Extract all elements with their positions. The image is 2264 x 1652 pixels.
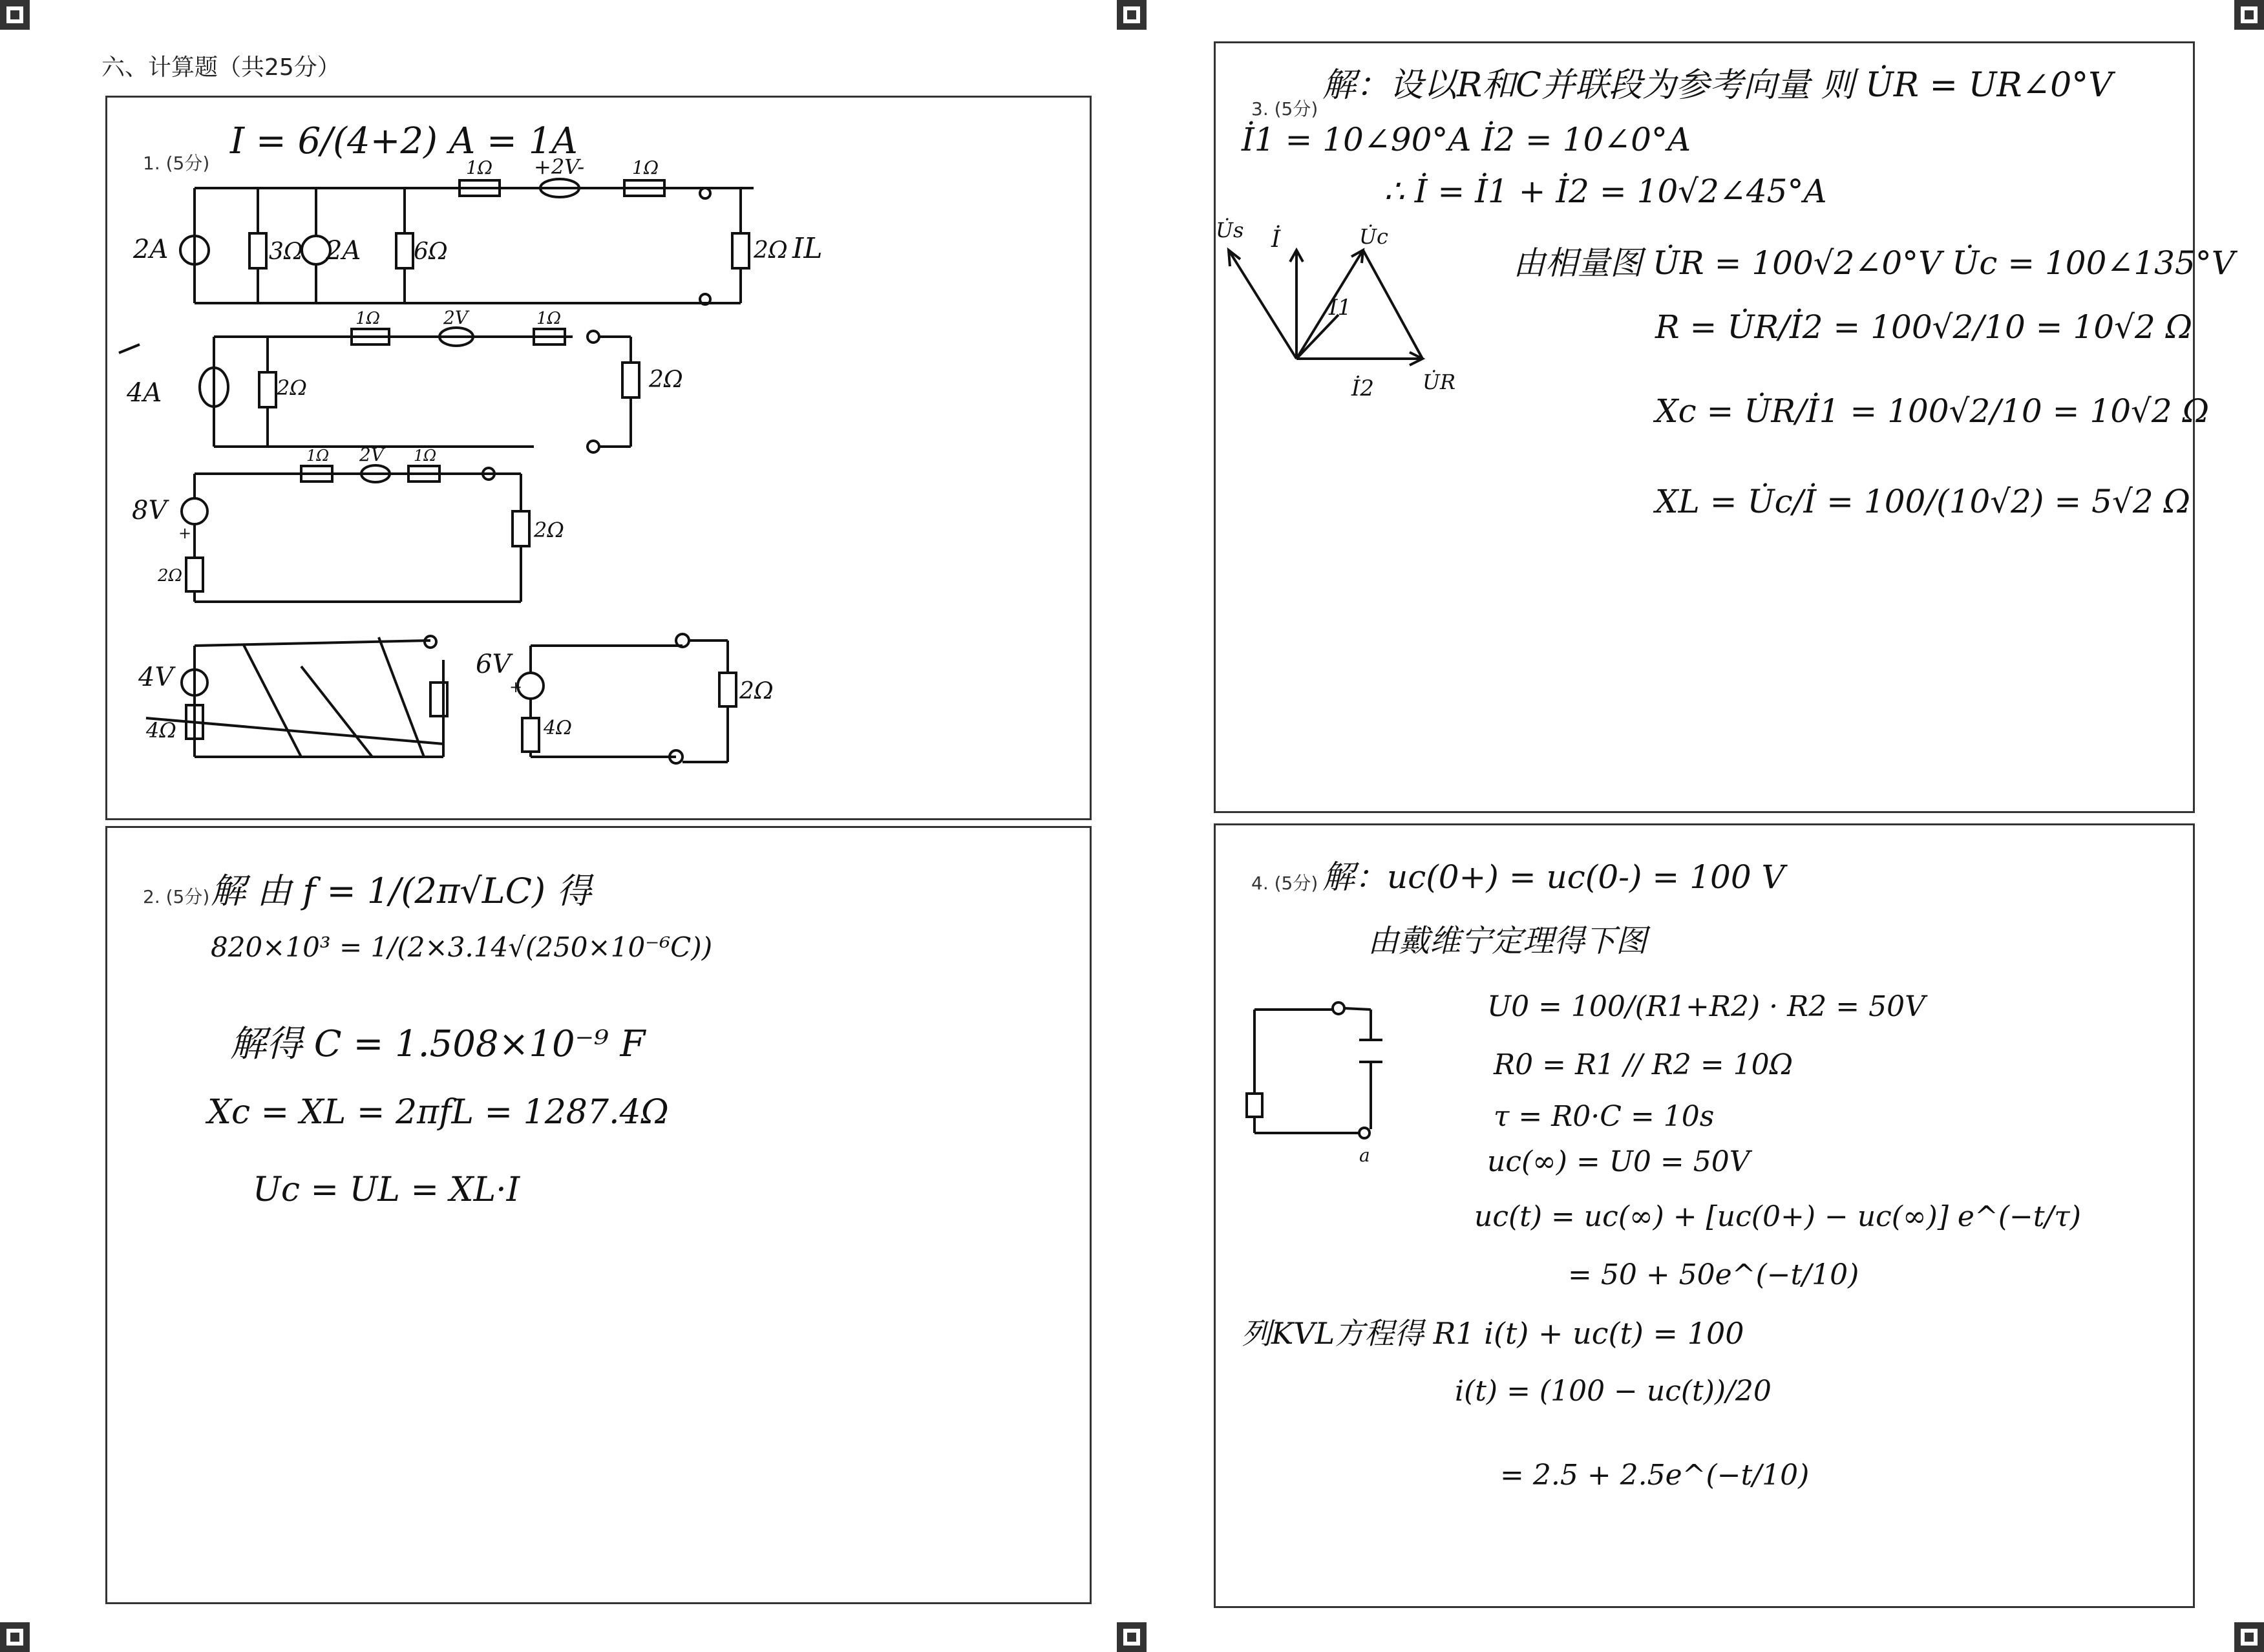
circuit-label: 1Ω [414, 447, 437, 465]
q4-thevenin-circuit [1216, 825, 2193, 1606]
circuit-label: 1Ω [632, 157, 659, 178]
circuit-label: IL [792, 232, 823, 265]
q2-line-5: Uc = UL = XL·I [253, 1170, 520, 1209]
circuit-label: 6V [476, 650, 511, 679]
circuit-label: 2V [359, 444, 385, 465]
circuit-label: + [509, 678, 523, 696]
corner-marker-bottom-right [2234, 1622, 2264, 1652]
q2-line-2: 820×10³ = 1/(2×3.14√(250×10⁻⁶C)) [211, 931, 713, 963]
q4-line-8: = 50 + 50e^(−t/10) [1568, 1258, 1859, 1291]
circuit-label: 6Ω [414, 238, 448, 265]
phasor-label: İ1 [1329, 295, 1352, 321]
answer-box-q4 [1214, 823, 2195, 1608]
q1-circuit-4 [146, 636, 447, 757]
phasor-label: İ2 [1351, 376, 1375, 401]
question-label-q4: 4. (5分) [1251, 873, 1318, 894]
q4-line-5: τ = R0·C = 10s [1494, 1100, 1715, 1133]
circuit-label: 4Ω [146, 718, 176, 743]
q1-circuit-2 [119, 328, 639, 452]
q4-line-11: = 2.5 + 2.5e^(−t/10) [1500, 1459, 1810, 1492]
phasor-label: İ [1271, 226, 1281, 253]
circuit-label: 4A [127, 378, 162, 408]
q4-line-10: i(t) = (100 − uc(t))/20 [1455, 1375, 1772, 1408]
circuit-label: + [178, 524, 192, 542]
circuit-label: 1Ω [466, 157, 493, 178]
q1-line-1: I = 6/(4+2) A = 1A [230, 120, 578, 162]
circuit-label: 1Ω [306, 447, 330, 465]
circuit-label: 4V [138, 662, 174, 692]
q4-line-3: U0 = 100/(R1+R2) · R2 = 50V [1487, 990, 1925, 1023]
question-label-q3: 3. (5分) [1251, 98, 1318, 120]
q1-circuit-1 [180, 179, 754, 304]
circuit-label: 1Ω [536, 309, 562, 328]
circuit-label: 2V [443, 307, 469, 328]
question-label-q2: 2. (5分) [143, 886, 210, 907]
q1-circuit-2-labels [126, 307, 683, 408]
circuit-label: 1Ω [355, 309, 381, 328]
q3-line-7: XL = U̇c/İ = 100/(10√2) = 5√2 Ω [1655, 483, 2191, 520]
q3-line-2: İ1 = 10∠90°A İ2 = 10∠0°A [1242, 121, 1691, 158]
circuit-label: 2A [133, 235, 169, 264]
q3-phasor-diagram [1216, 43, 2193, 811]
circuit-label: 2Ω [277, 376, 307, 400]
circuit-label: 2Ω [649, 366, 683, 393]
corner-marker-top-left [0, 0, 30, 30]
circuit-label: 2Ω [158, 566, 183, 586]
q4-line-1: 解：uc(0+) = uc(0-) = 100 V [1322, 858, 1785, 896]
question-label-q1: 1. (5分) [143, 153, 210, 174]
q3-line-5: R = U̇R/İ2 = 100√2/10 = 10√2 Ω [1655, 308, 2193, 346]
circuit-label: 8V [132, 496, 167, 525]
answer-box-q1 [105, 96, 1092, 820]
corner-marker-bottom-left [0, 1622, 30, 1652]
q4-line-9: 列KVL方程得 R1 i(t) + uc(t) = 100 [1242, 1316, 1744, 1351]
q1-circuit-4-labels [138, 650, 774, 743]
answer-box-q2 [105, 826, 1092, 1604]
answer-box-q3 [1214, 41, 2235, 813]
circuit-label: +2V- [534, 154, 585, 179]
phasor-label: U̇s [1216, 218, 1244, 242]
q4-line-2: 由戴维宁定理得下图 [1368, 923, 1647, 959]
q2-line-3: 解得 C = 1.508×10⁻⁹ F [230, 1023, 646, 1065]
q1-circuit-diagrams [107, 98, 1090, 818]
q1-circuit-5 [518, 634, 736, 763]
circuit-label: 4Ω [544, 717, 572, 739]
q4-line-6: uc(∞) = U0 = 50V [1487, 1145, 1750, 1178]
corner-marker-top-right [2234, 0, 2264, 30]
circuit-label: 2Ω [739, 678, 774, 704]
q3-line-1: 解：设以R和C并联段为参考向量 则 U̇R = UR∠0°V [1322, 66, 2113, 105]
q3-line-6: Xc = U̇R/İ1 = 100√2/10 = 10√2 Ω [1655, 392, 2210, 430]
phasor-label: U̇c [1359, 224, 1388, 249]
q2-line-4: Xc = XL = 2πfL = 1287.4Ω [207, 1093, 669, 1132]
q1-circuit-1-labels [132, 154, 823, 266]
circuit-label: 2Ω [534, 518, 564, 542]
q1-circuit-3-labels [132, 444, 564, 586]
q4-line-7: uc(t) = uc(∞) + [uc(0+) − uc(∞)] e^(−t/τ) [1474, 1200, 2081, 1233]
corner-marker-top-center [1117, 0, 1147, 30]
section-title: 六、计算题（共25分） [101, 54, 341, 81]
q1-circuit-3 [182, 465, 529, 602]
circuit-label: 3Ω [269, 238, 303, 265]
circuit-label: 2Ω [754, 237, 788, 264]
q3-line-3: ∴ İ = İ1 + İ2 = 10√2∠45°A [1384, 173, 1827, 210]
corner-marker-bottom-center [1117, 1622, 1147, 1652]
q2-line-1: 解 由 f = 1/(2π√LC) 得 [211, 871, 592, 911]
circuit-terminal-label: a [1359, 1145, 1370, 1166]
q4-line-4: R0 = R1 // R2 = 10Ω [1494, 1048, 1793, 1081]
phasor-label: U̇R [1423, 370, 1456, 394]
q3-line-4: 由相量图 U̇R = 100√2∠0°V U̇c = 100∠135°V [1513, 244, 2235, 282]
circuit-label: 2A [326, 236, 361, 266]
